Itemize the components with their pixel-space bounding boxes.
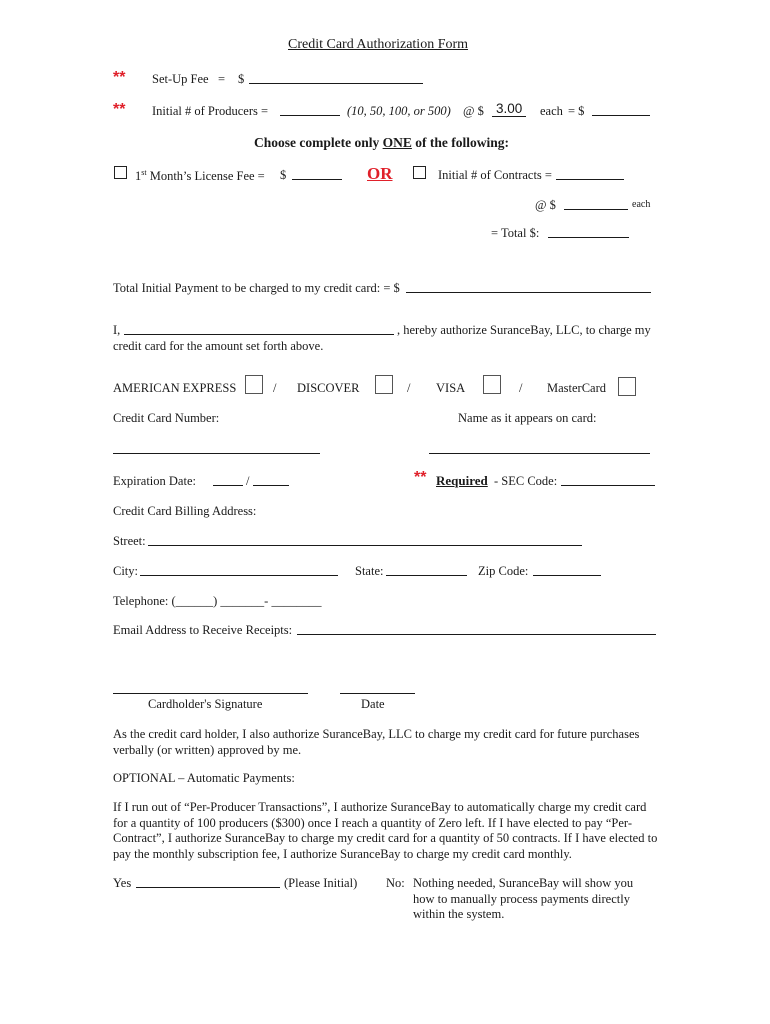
authorize-i: I, [113, 323, 121, 337]
choose-heading: Choose complete only ONE of the following: [254, 135, 510, 150]
yes-label: Yes [113, 876, 132, 890]
card-mastercard-label: MasterCard [547, 381, 607, 395]
card-number-label: Credit Card Number: [113, 411, 220, 425]
contracts-total-label: = Total $: [491, 226, 540, 240]
state-field[interactable] [386, 563, 467, 576]
license-fee-dollar: $ [280, 168, 287, 182]
card-separator: / [407, 381, 411, 395]
card-separator: / [273, 381, 277, 395]
card-separator: / [519, 381, 523, 395]
date-field[interactable] [340, 681, 415, 694]
city-label: City: [113, 564, 139, 578]
required-marker: ** [113, 69, 126, 86]
yes-initial-hint: (Please Initial) [284, 876, 358, 890]
expiration-label: Expiration Date: [113, 474, 196, 488]
optional-text: If I run out of “Per-Producer Transactions”, I authorize SuranceBay to automatically charge my credit card for a quantity of 100 producers ($300) once I reach a quantity of Zero left. If I have elected to pay “Per-Contract”, I authorize SuranceBay to charge my credit card for a quantity of 50 contracts. If I have elected to pay the monthly subscription fee, I authorize SuranceBay to charge my credit card monthly. [113, 800, 658, 861]
form-title: Credit Card Authorization Form [288, 37, 469, 52]
card-visa-checkbox[interactable] [483, 375, 501, 394]
producers-eq-dollar: = $ [568, 104, 585, 118]
producers-total-field[interactable] [592, 103, 650, 116]
city-field[interactable] [140, 563, 338, 576]
date-label: Date [361, 697, 385, 711]
zip-field[interactable] [533, 563, 601, 576]
license-fee-checkbox[interactable] [114, 166, 127, 179]
email-label: Email Address to Receive Receipts: [113, 623, 293, 637]
authorize-text-line2: credit card for the amount set forth above. [113, 339, 324, 353]
no-text: Nothing needed, SuranceBay will show you how to manually process payments directly within the system. [413, 876, 634, 921]
producers-price: 3.00 [492, 101, 526, 117]
total-payment-field[interactable] [406, 280, 651, 293]
required-label: Required [436, 473, 488, 488]
email-field[interactable] [297, 622, 656, 635]
authorizer-name-field[interactable] [124, 322, 394, 335]
card-amex-checkbox[interactable] [245, 375, 263, 394]
contracts-at: @ $ [535, 198, 556, 212]
optional-heading: OPTIONAL – Automatic Payments: [113, 771, 295, 785]
expiration-month-field[interactable] [213, 473, 243, 486]
telephone-field[interactable]: Telephone: (______) _______- ________ [113, 594, 322, 608]
zip-label: Zip Code: [478, 564, 529, 578]
card-discover-label: DISCOVER [297, 381, 360, 395]
or-separator: OR [367, 164, 393, 183]
authorize-text: , hereby authorize SuranceBay, LLC, to charge my [397, 323, 651, 337]
producers-each: each [540, 104, 563, 118]
producers-at: @ $ [463, 104, 484, 118]
card-mastercard-checkbox[interactable] [618, 377, 636, 396]
future-purchases-text: As the credit card holder, I also authorize SuranceBay, LLC to charge my credit card for future purchases verbally (or written) approved by me. [113, 727, 640, 757]
card-number-field[interactable] [113, 441, 320, 454]
contracts-count-field[interactable] [556, 167, 624, 180]
contracts-each: each [632, 199, 651, 210]
sec-code-field[interactable] [561, 473, 655, 486]
card-visa-label: VISA [436, 381, 466, 395]
total-payment-label: Total Initial Payment to be charged to my credit card: = $ [113, 281, 400, 295]
required-marker: ** [113, 101, 126, 118]
expiration-slash: / [246, 474, 250, 488]
producers-options: (10, 50, 100, or 500) [347, 104, 451, 118]
street-field[interactable] [148, 533, 582, 546]
license-fee-field[interactable] [292, 167, 342, 180]
setup-fee-dollar: $ [238, 72, 245, 86]
setup-fee-label: Set-Up Fee [152, 72, 209, 86]
producers-label: Initial # of Producers = [152, 104, 269, 118]
signature-field[interactable] [113, 681, 308, 694]
street-label: Street: [113, 534, 146, 548]
name-on-card-field[interactable] [429, 441, 650, 454]
expiration-year-field[interactable] [253, 473, 289, 486]
card-amex-label: AMERICAN EXPRESS [113, 381, 237, 395]
sec-code-label: - SEC Code: [494, 474, 558, 488]
no-label: No: [386, 876, 405, 890]
billing-heading: Credit Card Billing Address: [113, 504, 257, 518]
producers-count-field[interactable] [280, 103, 340, 116]
card-discover-checkbox[interactable] [375, 375, 393, 394]
contracts-price-field[interactable] [564, 197, 628, 210]
contracts-label: Initial # of Contracts = [438, 168, 552, 182]
contracts-total-field[interactable] [548, 225, 629, 238]
yes-initial-field[interactable] [136, 875, 280, 888]
name-on-card-label: Name as it appears on card: [458, 411, 597, 425]
setup-fee-equals: = [218, 72, 226, 86]
setup-fee-field[interactable] [249, 71, 423, 84]
contracts-checkbox[interactable] [413, 166, 426, 179]
signature-label: Cardholder's Signature [148, 697, 263, 711]
state-label: State: [355, 564, 384, 578]
required-marker: ** [414, 469, 427, 486]
license-fee-label: 1st Month’s License Fee = [135, 168, 265, 184]
